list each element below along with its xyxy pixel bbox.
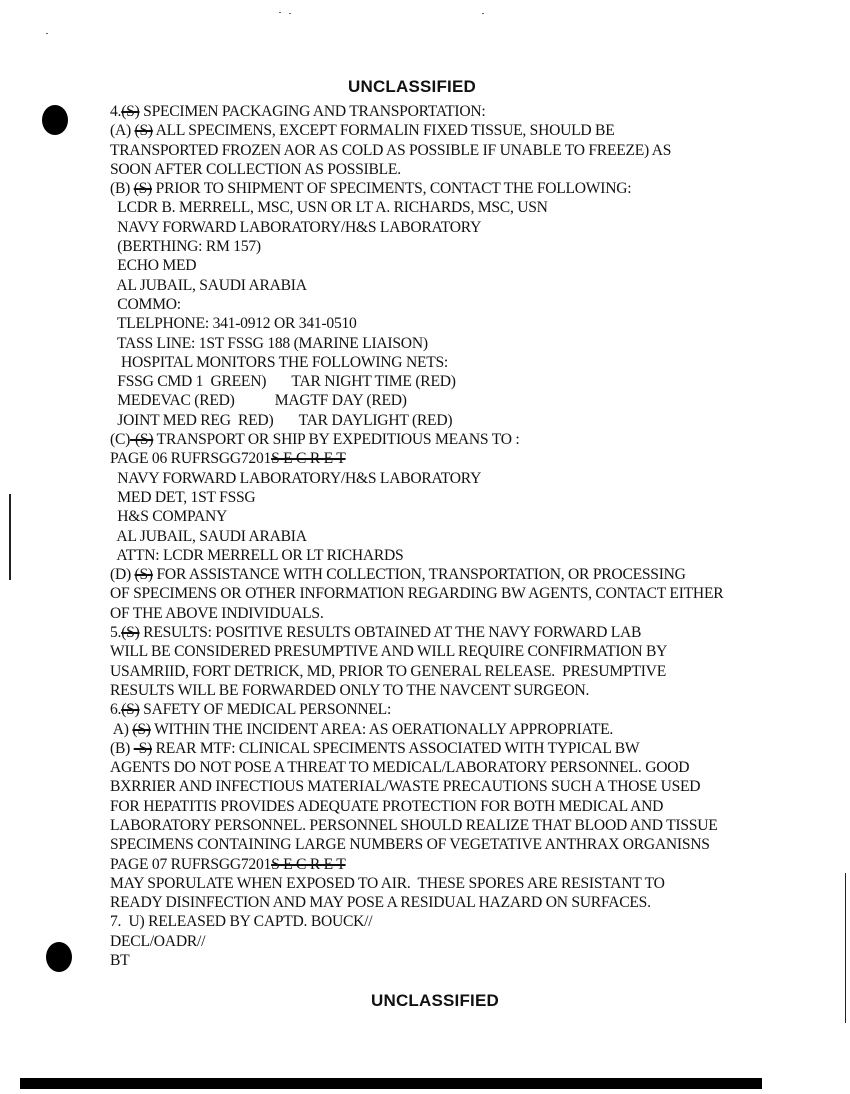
scan-speck — [279, 12, 281, 13]
line-text: LCDR B. MERRELL, MSC, USN OR LT A. RICHARDS, MSC, USN — [110, 199, 548, 217]
message-line — [110, 912, 820, 931]
line-text: H&S COMPANY — [110, 508, 228, 526]
line-text: WILL BE CONSIDERED PRESUMPTIVE AND WILL REQUIRE CONFIRMATION BY — [110, 643, 668, 661]
line-text: READY DISINFECTION AND MAY POSE A RESIDUAL HAZARD ON SURFACES. — [110, 894, 651, 912]
message-line — [110, 816, 820, 835]
line-text: FOR HEPATITIS PROVIDES ADEQUATE PROTECTION FOR BOTH MEDICAL AND — [110, 797, 664, 815]
line-text: 6. — [110, 701, 122, 719]
line-text: FSSG CMD 1 GREEN) TAR NIGHT TIME (RED) — [110, 373, 456, 391]
line-text: AGENTS DO NOT POSE A THREAT TO MEDICAL/LABORATORY PERSONNEL. GOOD — [110, 759, 690, 777]
line-text: MEDEVAC (RED) MAGTF DAY (RED) — [110, 392, 407, 410]
struck-classification-marking: (S) — [134, 566, 153, 584]
line-text: MED DET, 1ST FSSG — [110, 488, 256, 506]
line-text: SOON AFTER COLLECTION AS POSSIBLE. — [110, 160, 401, 178]
message-line — [110, 314, 820, 333]
line-text: AL JUBAIL, SAUDI ARABIA — [110, 527, 307, 545]
line-text: TLELPHONE: 341-0912 OR 341-0510 — [110, 315, 357, 333]
line-text: COMMO: — [110, 295, 181, 313]
line-text: (B) — [110, 180, 134, 198]
line-text: BXRRIER AND INFECTIOUS MATERIAL/WASTE PRECAUTIONS SUCH A THOSE USED — [110, 778, 701, 796]
scan-edge-mark — [9, 494, 11, 580]
message-line — [110, 758, 820, 777]
struck-classification-marking: (S) — [134, 122, 153, 140]
struck-classification-marking: (S) — [121, 624, 140, 642]
message-line — [110, 797, 820, 816]
line-text: SPECIMENS CONTAINING LARGE NUMBERS OF VEGETATIVE ANTHRAX ORGANISNS — [110, 836, 710, 854]
scan-speck — [482, 13, 484, 14]
message-line — [110, 932, 820, 951]
message-line — [110, 198, 820, 217]
line-text: RESULTS: POSITIVE RESULTS OBTAINED AT THE NAVY FORWARD LAB — [139, 624, 642, 642]
message-line — [110, 527, 820, 546]
struck-classification-marking: (S) — [121, 701, 140, 719]
line-text: 7. U) RELEASED BY CAPTD. BOUCK// — [110, 913, 373, 931]
message-line — [110, 160, 820, 179]
line-text: RESULTS WILL BE FORWARDED ONLY TO THE NAVCENT SURGEON. — [110, 681, 590, 699]
line-text: 5. — [110, 624, 122, 642]
line-text: LABORATORY PERSONNEL. PERSONNEL SHOULD REALIZE THAT BLOOD AND TISSUE — [110, 816, 718, 834]
line-text: USAMRIID, FORT DETRICK, MD, PRIOR TO GENERAL RELEASE. PRESUMPTIVE — [110, 662, 666, 680]
message-line — [110, 179, 820, 198]
line-text: 4. — [110, 103, 122, 120]
message-line — [110, 874, 820, 893]
line-text: A) — [110, 720, 133, 738]
message-line — [110, 681, 820, 700]
message-line — [110, 449, 820, 468]
line-text: (C) — [110, 431, 131, 449]
line-text: NAVY FORWARD LABORATORY/H&S LABORATORY — [110, 469, 482, 487]
message-line — [110, 469, 820, 488]
line-text: ATTN: LCDR MERRELL OR LT RICHARDS — [110, 546, 404, 564]
line-text: AL JUBAIL, SAUDI ARABIA — [110, 276, 307, 294]
message-line — [110, 121, 820, 140]
line-text: HOSPITAL MONITORS THE FOLLOWING NETS: — [110, 353, 449, 371]
struck-classification-marking: -S) — [133, 739, 152, 757]
scan-speck — [46, 33, 48, 34]
message-line — [110, 102, 820, 121]
line-text: (A) — [110, 122, 135, 140]
line-text: (D) — [110, 566, 135, 584]
message-line — [110, 623, 820, 642]
struck-classification-marking: (S) — [121, 103, 140, 120]
struck-classification-marking: (S) — [133, 180, 152, 198]
message-line — [110, 237, 820, 256]
line-text: TRANSPORT OR SHIP BY EXPEDITIOUS MEANS TO : — [153, 431, 520, 449]
message-line — [110, 411, 820, 430]
punch-hole-top — [42, 105, 68, 135]
message-line — [110, 951, 820, 970]
message-line — [110, 565, 820, 584]
message-line — [110, 218, 820, 237]
struck-classification-marking: (S) — [132, 720, 151, 738]
line-text: ALL SPECIMENS, EXCEPT FORMALIN FIXED TISSUE, SHOULD BE — [152, 122, 615, 140]
line-text: SPECIMEN PACKAGING AND TRANSPORTATION: — [139, 103, 486, 120]
message-line — [110, 276, 820, 295]
message-line — [110, 353, 820, 372]
line-text: DECL/OADR// — [110, 932, 206, 950]
message-body — [110, 102, 820, 970]
line-text: PRIOR TO SHIPMENT OF SPECIMENTS, CONTACT THE FOLLOWING: — [152, 180, 632, 198]
message-line — [110, 141, 820, 160]
message-line — [110, 720, 820, 739]
message-line — [110, 391, 820, 410]
message-line — [110, 835, 820, 854]
message-line — [110, 256, 820, 275]
line-text: NAVY FORWARD LABORATORY/H&S LABORATORY — [110, 218, 482, 236]
message-line — [110, 662, 820, 681]
message-line — [110, 777, 820, 796]
line-text: OF SPECIMENS OR OTHER INFORMATION REGARDING BW AGENTS, CONTACT EITHER — [110, 585, 724, 603]
line-text: JOINT MED REG RED) TAR DAYLIGHT (RED) — [110, 411, 453, 429]
message-line — [110, 546, 820, 565]
message-line — [110, 507, 820, 526]
line-text: BT — [110, 952, 130, 970]
message-line — [110, 430, 820, 449]
scan-speck — [289, 13, 291, 14]
scan-footer-bar — [20, 1078, 762, 1089]
line-text: MAY SPORULATE WHEN EXPOSED TO AIR. THESE SPORES ARE RESISTANT TO — [110, 874, 665, 892]
struck-classification-marking: S E C R E T — [271, 450, 346, 468]
line-text: PAGE 06 RUFRSGG7201 — [110, 450, 272, 468]
line-text: TASS LINE: 1ST FSSG 188 (MARINE LIAISON) — [110, 334, 428, 352]
classification-banner-top: UNCLASSIFIED — [347, 77, 477, 96]
line-text: TRANSPORTED FROZEN AOR AS COLD AS POSSIBLE IF UNABLE TO FREEZE) AS — [110, 141, 672, 159]
message-line — [110, 739, 820, 758]
line-text: WITHIN THE INCIDENT AREA: AS OERATIONALLY APPROPRIATE. — [150, 720, 614, 738]
message-line — [110, 372, 820, 391]
message-line — [110, 488, 820, 507]
message-line — [110, 700, 820, 719]
classification-banner-bottom: UNCLASSIFIED — [370, 991, 500, 1010]
punch-hole-bottom — [46, 942, 72, 972]
line-text: ECHO MED — [110, 257, 197, 275]
line-text: FOR ASSISTANCE WITH COLLECTION, TRANSPORTATION, OR PROCESSING — [152, 566, 686, 584]
line-text: PAGE 07 RUFRSGG7201 — [110, 855, 272, 873]
line-text: SAFETY OF MEDICAL PERSONNEL: — [139, 701, 392, 719]
message-line — [110, 642, 820, 661]
message-line — [110, 295, 820, 314]
message-line — [110, 584, 820, 603]
struck-classification-marking: -(S) — [130, 431, 154, 449]
line-text: (B) — [110, 739, 134, 757]
line-text: REAR MTF: CLINICAL SPECIMENTS ASSOCIATED WITH TYPICAL BW — [152, 739, 640, 757]
line-text: (BERTHING: RM 157) — [110, 238, 261, 256]
message-line — [110, 855, 820, 874]
message-line — [110, 334, 820, 353]
message-line — [110, 893, 820, 912]
line-text: OF THE ABOVE INDIVIDUALS. — [110, 604, 324, 622]
struck-classification-marking: S E C R E T — [271, 855, 346, 873]
message-line — [110, 604, 820, 623]
